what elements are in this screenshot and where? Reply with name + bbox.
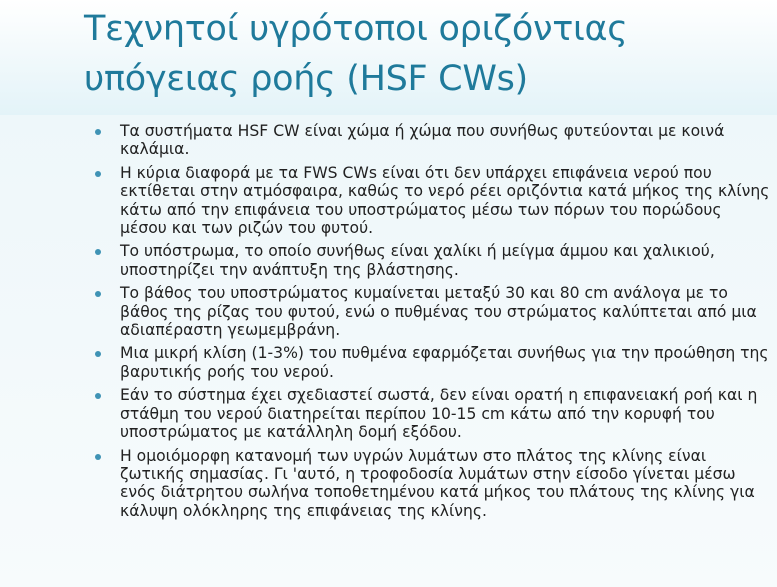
bullet-text: Εάν το σύστημα έχει σχεδιαστεί σωστά, δεν είναι ορατή η επιφανειακή ροή και η στάθμη του νερού διατηρείται περίπου 10-15 cm κάτω από την κορυφή του υποστρώματος με κατάλληλη δομή εξόδου. (120, 386, 758, 442)
bullet-icon (95, 129, 101, 135)
bullet-item (94, 164, 770, 238)
bullet-icon (95, 171, 101, 177)
bullet-icon (95, 249, 101, 255)
bullet-item (94, 344, 770, 381)
bullet-list (94, 122, 770, 525)
bullet-text: Τα συστήματα HSF CW είναι χώμα ή χώμα που συνήθως φυτεύονται με κοινά καλάμια. (120, 122, 725, 159)
bullet-text: Το υπόστρωμα, το οποίο συνήθως είναι χαλίκι ή μείγμα άμμου και χαλικιού, υποστηρίζει την ανάπτυξη της βλάστησης. (120, 242, 715, 279)
bullet-text: Το βάθος του υποστρώματος κυμαίνεται μεταξύ 30 και 80 cm ανάλογα με το βάθος της ρίζας του φυτού, ενώ ο πυθμένας του στρώματος καλύπτεται από μια αδιαπέραστη γεωμεμβράνη. (120, 284, 757, 340)
bullet-item (94, 122, 770, 159)
bullet-text: Η ομοιόμορφη κατανομή των υγρών λυμάτων στο πλάτος της κλίνης είναι ζωτικής σημασίας. Γι 'αυτό, η τροφοδοσία λυμάτων στην είσοδο γίνεται μέσω ενός διάτρητου σωλήνα τοποθετημένου κατά μήκος του πλάτους της κλίνης για κάλυψη ολόκληρης της επιφάνειας της κλίνης. (120, 446, 755, 520)
bullet-icon (95, 393, 101, 399)
bullet-text: Μια μικρή κλίση (1-3%) του πυθμένα εφαρμόζεται συνήθως για την προώθηση της βαρυτικής ροής του νερού. (120, 344, 769, 381)
slide-title: Τεχνητοί υγρότοποι οριζόντιας υπόγειας ροής (HSF CWs) (84, 9, 628, 99)
bullet-item (94, 447, 770, 521)
bullet-icon (95, 291, 101, 297)
bullet-item (94, 386, 770, 441)
bullet-item (94, 284, 770, 339)
bullet-icon (95, 351, 101, 357)
title-area (0, 0, 777, 115)
bullet-icon (95, 454, 101, 460)
bullet-text: Η κύρια διαφορά με τα FWS CWs είναι ότι δεν υπάρχει επιφάνεια νερού που εκτίθεται στην ατμόσφαιρα, καθώς το νερό ρέει οριζόντια κατά μήκος της κλίνης κάτω από την επιφάνεια του υποστρώματος μέσω των πόρων του πορώδους μέσου και των ριζών του φυτού. (120, 163, 770, 238)
bullet-item (94, 242, 770, 279)
